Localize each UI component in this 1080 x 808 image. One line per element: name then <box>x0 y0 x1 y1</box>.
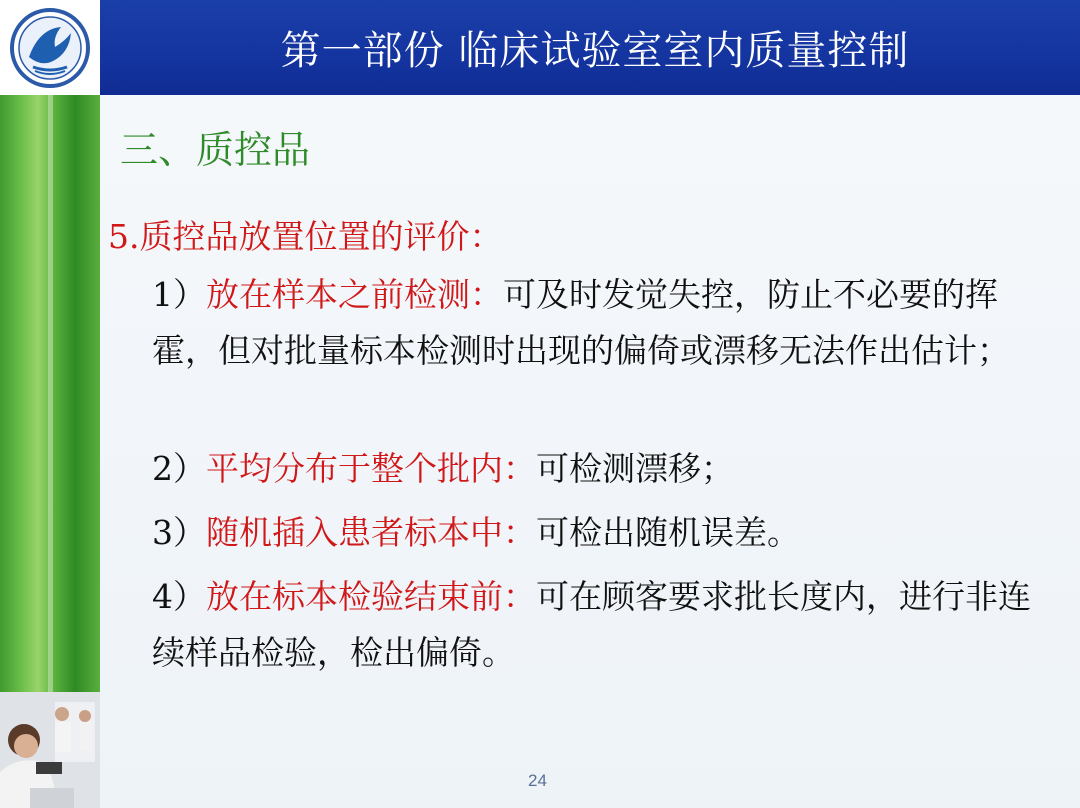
item-text: 可在顾客要求批长度内，进行非连续样品检验，检出偏倚。 <box>152 577 1031 672</box>
item-number: 1） <box>152 275 206 314</box>
item-text: 可检出随机误差。 <box>536 513 800 552</box>
item-label: 平均分布于整个批内： <box>206 449 536 488</box>
section-heading: 三、质控品 <box>120 128 311 172</box>
list-item <box>152 505 1052 561</box>
item-text: 可检测漂移； <box>536 449 734 488</box>
slide-header <box>100 0 1080 95</box>
side-decoration-bar <box>0 95 100 692</box>
logo-box <box>0 0 100 95</box>
lab-photo <box>0 692 100 808</box>
lead-heading: 5.质控品放置位置的评价： <box>108 217 503 256</box>
item-text: 可及时发觉失控，防止不必要的挥霍，但对批量标本检测时出现的偏倚或漂移无法作出估计； <box>152 275 1010 370</box>
item-number: 4） <box>152 577 206 616</box>
side-stripe <box>48 95 53 692</box>
item-number: 3） <box>152 513 206 552</box>
institution-logo-icon <box>9 7 91 89</box>
slide-title: 第一部份 临床试验室室内质量控制 <box>280 28 910 74</box>
list-item <box>152 267 1052 379</box>
item-label: 放在标本检验结束前： <box>206 577 536 616</box>
lab-photo-illustration <box>0 692 100 808</box>
list-item <box>152 569 1052 681</box>
item-label: 放在样本之前检测： <box>206 275 503 314</box>
slide-content <box>100 95 1080 808</box>
item-number: 2） <box>152 449 206 488</box>
list-item <box>152 441 1052 497</box>
page-number: 24 <box>528 771 547 790</box>
item-label: 随机插入患者标本中： <box>206 513 536 552</box>
